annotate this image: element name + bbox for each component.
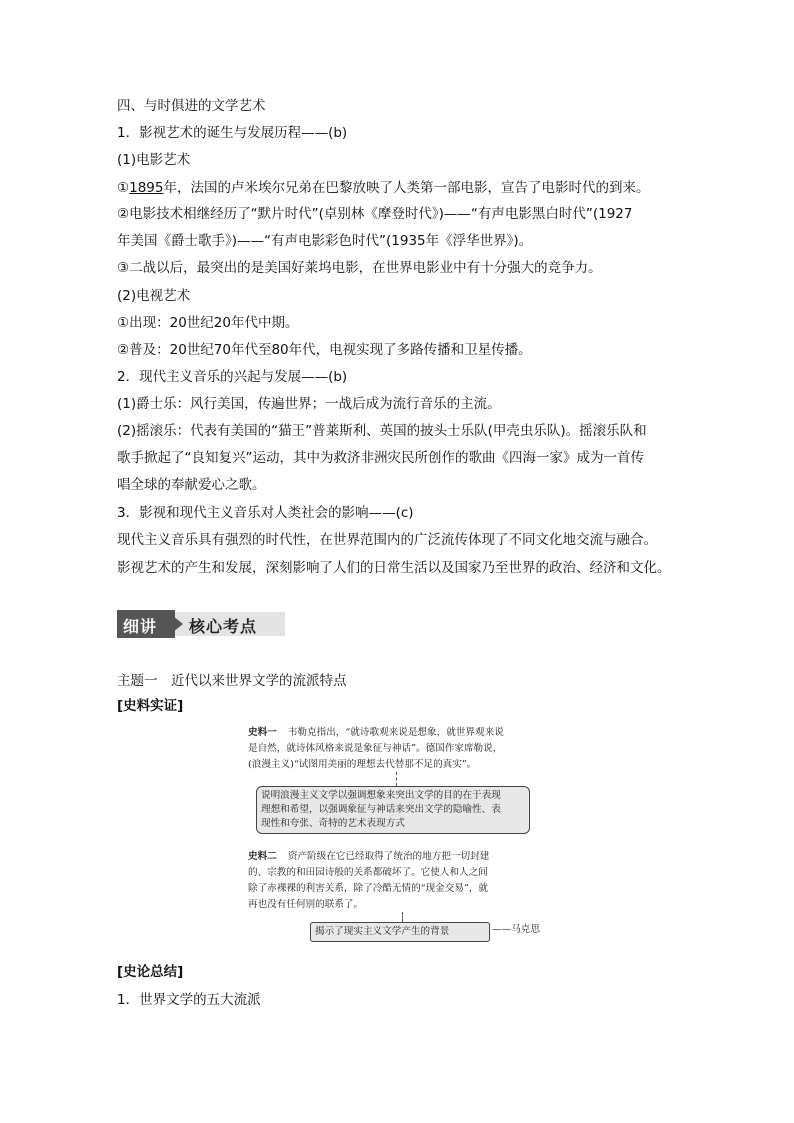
rock-point-line1: (2)摇滚乐：代表有美国的“猫王”普莱斯利、英国的披头士乐队(甲壳虫乐队)。摇滚乐队和 xyxy=(117,423,647,439)
material2-source: ——马克思 xyxy=(492,924,540,935)
evidence-label: [史料实证] xyxy=(117,698,184,714)
banner-left-block xyxy=(117,610,175,638)
film-point-1-text: 年，法国的卢米埃尔兄弟在巴黎放映了人类第一部电影，宣告了电影时代的到来。 xyxy=(163,180,650,196)
item2-heading: 2．现代主义音乐的兴起与发展——(b) xyxy=(117,369,348,385)
connector-line-2 xyxy=(402,912,403,922)
film-art-subheading: (1)电影艺术 xyxy=(117,152,191,168)
topic1-title: 主题一 近代以来世界文学的流派特点 xyxy=(117,673,347,689)
film-point-1-marker: ① xyxy=(117,180,130,196)
section4-title: 四、与时俱进的文学艺术 xyxy=(117,98,266,114)
interpretation-box-1 xyxy=(256,786,530,834)
material1-line1: 韦勒克指出，“就诗歌观来说是想象，就世界观来说 xyxy=(287,727,504,738)
film-point-3: ③二战以后，最突出的是美国好莱坞电影，在世界电影业中有十分强大的竞争力。 xyxy=(117,260,602,276)
box1-line1: 说明浪漫主义文学以强调想象来突出文学的目的在于表现 xyxy=(261,790,501,801)
summary-item1: 1．世界文学的五大流派 xyxy=(117,992,261,1008)
tv-point-2: ②普及：20世纪70年代至80年代，电视实现了多路传播和卫星传播。 xyxy=(117,342,532,358)
impact-line1: 现代主义音乐具有强烈的时代性，在世界范围内的广泛流传体现了不同文化地交流与融合。 xyxy=(117,532,657,548)
box2-text: 揭示了现实主义文学产生的背景 xyxy=(315,926,450,937)
interpretation-box-2 xyxy=(310,922,490,942)
material2-line4: 再也没有任何别的联系了。 xyxy=(248,899,364,910)
material1-line3: (浪漫主义)“试图用美丽的理想去代替那不足的真实”。 xyxy=(248,759,477,770)
film-point-2-line1: ②电影技术相继经历了“默片时代”(卓别林《摩登时代》)——“有声电影黑白时代”(1927 xyxy=(117,206,633,222)
banner-left-text: 细讲 xyxy=(123,617,158,636)
material2-label: 史料二 xyxy=(248,851,277,862)
banner-right-block xyxy=(169,612,285,636)
film-point-1 xyxy=(117,179,649,197)
material2-line1: 资产阶级在它已经取得了统治的地方把一切封建 xyxy=(287,851,490,862)
tv-art-subheading: (2)电视艺术 xyxy=(117,288,191,304)
rock-point-line2: 歌手掀起了“良知复兴”运动，其中为救济非洲灾民所创作的歌曲《四海一家》成为一首传 xyxy=(117,450,644,466)
item3-heading: 3．影视和现代主义音乐对人类社会的影响——(c) xyxy=(117,505,414,521)
banner-right-text: 核心考点 xyxy=(189,617,258,636)
summary-label: [史论总结] xyxy=(117,964,184,980)
material1-label: 史料一 xyxy=(248,727,277,738)
material2-line3: 除了赤裸裸的利害关系，除了冷酷无情的“现金交易”，就 xyxy=(248,883,489,894)
core-points-banner xyxy=(117,610,285,638)
tv-point-1: ①出现：20世纪20年代中期。 xyxy=(117,315,299,331)
impact-line2: 影视艺术的产生和发展，深刻影响了人们的日常生活以及国家乃至世界的政治、经济和文化。 xyxy=(117,560,671,576)
banner-arrow-icon xyxy=(173,616,183,632)
material2-line2: 的、宗教的和田园诗般的关系都破坏了。它使人和人之间 xyxy=(248,867,488,878)
rock-point-line3: 唱全球的奉献爱心之歌。 xyxy=(117,477,266,493)
item1-heading: 1．影视艺术的诞生与发展历程——(b) xyxy=(117,125,348,141)
film-point-2-line2: 年美国《爵士歌手》)——“有声电影彩色时代”(1935年《浮华世界》)。 xyxy=(117,233,533,249)
material1-line2: 是自然，就诗体风格来说是象征与神话”。德国作家席勒说， xyxy=(248,743,503,754)
box1-line3: 现性和夸张、奇特的艺术表现方式 xyxy=(261,818,405,829)
source-material-figure xyxy=(246,724,546,946)
connector-line-1 xyxy=(396,772,397,786)
box1-line2: 理想和希望，以强调象征与神话来突出文学的隐喻性、表 xyxy=(261,804,501,815)
film-year: 1895 xyxy=(129,180,164,196)
jazz-point: (1)爵士乐：风行美国，传遍世界；一战后成为流行音乐的主流。 xyxy=(117,396,501,412)
